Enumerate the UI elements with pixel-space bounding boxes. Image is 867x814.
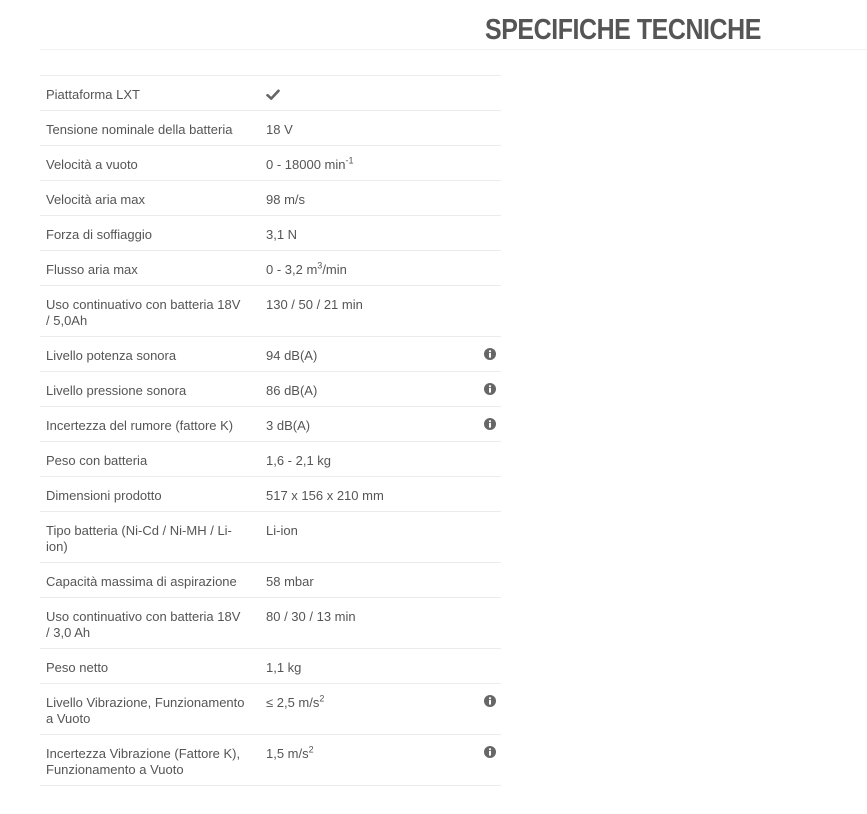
spec-value-text: ≤ 2,5 m/s (266, 695, 320, 710)
spec-label: Incertezza Vibrazione (Fattore K), Funzionamento a Vuoto (46, 746, 241, 777)
spec-value-text: 1,6 - 2,1 kg (266, 453, 332, 468)
info-icon[interactable] (484, 695, 496, 707)
spec-value (266, 262, 347, 278)
spec-value (266, 383, 317, 399)
spec-value (266, 660, 301, 676)
info-icon[interactable] (484, 418, 496, 430)
spec-label: Peso netto (46, 660, 109, 675)
spec-row (40, 735, 501, 786)
spec-value-unit-exponent: 3 (317, 260, 323, 271)
spec-value-text: 18 V (266, 122, 293, 137)
spec-label: Velocità aria max (46, 192, 145, 207)
spec-label: Incertezza del rumore (fattore K) (46, 418, 234, 433)
spec-label: Flusso aria max (46, 262, 138, 277)
spec-value-text: 130 / 50 / 21 min (266, 297, 363, 312)
spec-value (266, 418, 310, 434)
spec-value (266, 746, 314, 762)
spec-label: Piattaforma LXT (46, 87, 140, 102)
spec-label: Tipo batteria (Ni-Cd / Ni-MH / Li-ion) (46, 523, 232, 554)
check-icon (266, 88, 280, 102)
spec-label: Velocità a vuoto (46, 157, 138, 172)
spec-label: Livello pressione sonora (46, 383, 187, 398)
spec-row (40, 111, 501, 146)
spec-label: Forza di soffiaggio (46, 227, 152, 242)
spec-row (40, 598, 501, 649)
spec-value (266, 453, 331, 469)
page-title: SPECIFICHE TECNICHE (485, 14, 761, 46)
spec-value (266, 157, 354, 173)
spec-value-text: 0 - 18000 min (266, 157, 346, 172)
spec-value-text: 517 x 156 x 210 mm (266, 488, 384, 503)
spec-value (266, 523, 298, 539)
spec-value-text: 3 dB(A) (266, 418, 311, 433)
spec-row (40, 372, 501, 407)
spec-row (40, 684, 501, 735)
spec-value (266, 574, 314, 590)
spec-label: Livello potenza sonora (46, 348, 177, 363)
spec-row (40, 146, 501, 181)
spec-value (266, 297, 363, 313)
spec-row (40, 337, 501, 372)
spec-label: Dimensioni prodotto (46, 488, 162, 503)
info-icon[interactable] (484, 746, 496, 758)
spec-value-text: Li-ion (266, 523, 298, 538)
spec-value (266, 488, 384, 504)
spec-value-unit-exponent: 2 (308, 744, 314, 755)
spec-row (40, 407, 501, 442)
spec-row (40, 251, 501, 286)
info-icon[interactable] (484, 383, 496, 395)
spec-value-text: 1,1 kg (266, 660, 302, 675)
spec-row (40, 512, 501, 563)
spec-label: Uso continuativo con batteria 18V / 5,0Ah (46, 297, 241, 328)
spec-value-text: 86 dB(A) (266, 383, 318, 398)
spec-value (266, 192, 305, 208)
spec-value (266, 227, 297, 243)
spec-row (40, 181, 501, 216)
spec-value-text: 94 dB(A) (266, 348, 318, 363)
info-icon[interactable] (484, 348, 496, 360)
spec-value-unit-exponent: 2 (319, 693, 325, 704)
spec-value (266, 122, 293, 138)
spec-row (40, 286, 501, 337)
spec-value-text: 58 mbar (266, 574, 314, 589)
spec-row (40, 477, 501, 512)
spec-value-text: 3,1 N (266, 227, 298, 242)
spec-value-text: 98 m/s (266, 192, 306, 207)
spec-row (40, 442, 501, 477)
spec-label: Capacità massima di aspirazione (46, 574, 237, 589)
spec-row (40, 649, 501, 684)
spec-value (266, 609, 356, 625)
title-divider (40, 49, 867, 50)
spec-value (266, 348, 317, 364)
spec-label: Livello Vibrazione, Funzionamento a Vuoto (46, 695, 245, 726)
spec-label: Tensione nominale della batteria (46, 122, 233, 137)
spec-value-unit-exponent: -1 (345, 155, 354, 166)
spec-value (266, 695, 324, 711)
spec-row (40, 216, 501, 251)
spec-row (40, 563, 501, 598)
spec-value-text: 80 / 30 / 13 min (266, 609, 356, 624)
spec-value-unit-suffix: /min (322, 262, 347, 277)
spec-table (40, 75, 501, 786)
spec-value-text: 1,5 m/s (266, 746, 309, 761)
spec-label: Peso con batteria (46, 453, 148, 468)
spec-value-text: 0 - 3,2 m (266, 262, 318, 277)
spec-row (40, 76, 501, 111)
spec-label: Uso continuativo con batteria 18V / 3,0 Ah (46, 609, 241, 640)
